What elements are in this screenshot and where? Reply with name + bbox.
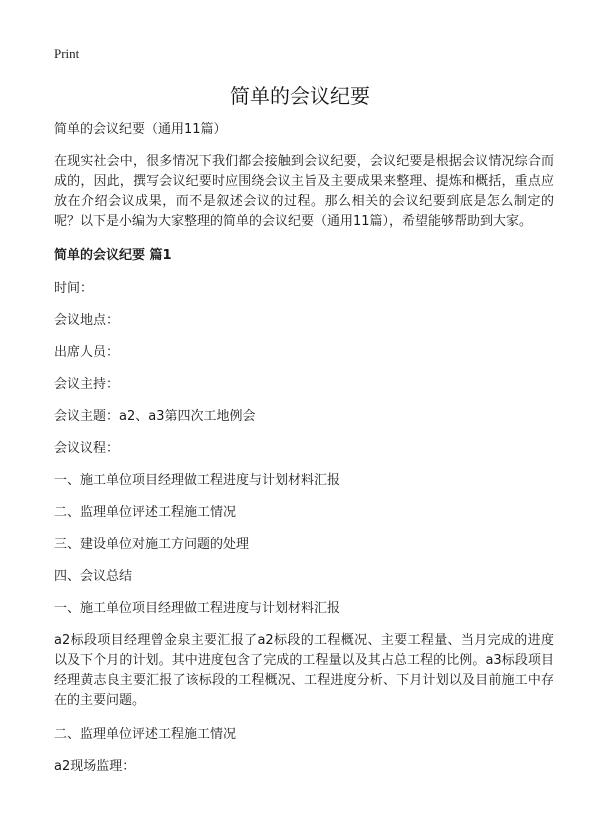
subsection-heading: 二、监理单位评述工程施工情况 (54, 727, 237, 742)
document-subtitle: 简单的会议纪要（通用11篇） (54, 122, 227, 137)
field-attendees: 出席人员： (54, 345, 120, 360)
field-time: 时间： (54, 281, 94, 296)
page-title: 简单的会议纪要 (230, 84, 370, 108)
field-host: 会议主持： (54, 377, 120, 392)
subsection-heading: 一、施工单位项目经理做工程进度与计划材料汇报 (54, 601, 341, 616)
field-location: 会议地点： (54, 313, 120, 328)
field-agenda: 会议议程： (54, 441, 120, 456)
section-heading: 简单的会议纪要 篇1 (54, 248, 172, 263)
print-link[interactable]: Print (54, 46, 80, 61)
document-body (54, 120, 554, 789)
field-supervisor: a2现场监理： (54, 759, 136, 774)
agenda-item: 三、建设单位对施工方问题的处理 (54, 537, 250, 552)
agenda-item: 二、监理单位评述工程施工情况 (54, 505, 237, 520)
agenda-item: 四、会议总结 (54, 569, 133, 584)
report-paragraph: a2标段项目经理曾金泉主要汇报了a2标段的工程概况、主要工程量、当月完成的进度以及下个月的计划。其中进度包含了完成的工程量以及其占总工程的比例。a3标段项目经理黄志良主要汇报了该标段的工程概况、工程进度分析、下月计划以及目前施工中存在的主要问题。 (54, 633, 554, 708)
agenda-item: 一、施工单位项目经理做工程进度与计划材料汇报 (54, 473, 341, 488)
field-topic: 会议主题：a2、a3第四次工地例会 (54, 409, 256, 424)
intro-paragraph: 在现实社会中，很多情况下我们都会接触到会议纪要，会议纪要是根据会议情况综合而成的，因此，撰写会议纪要时应围绕会议主旨及主要成果来整理、提炼和概括，重点应放在介绍会议成果，而不是叙述会议的过程。那么相关的会议纪要到底是怎么制定的呢？以下是小编为大家整理的简单的会议纪要（通用11篇），希望能够帮助到大家。 (54, 154, 554, 229)
